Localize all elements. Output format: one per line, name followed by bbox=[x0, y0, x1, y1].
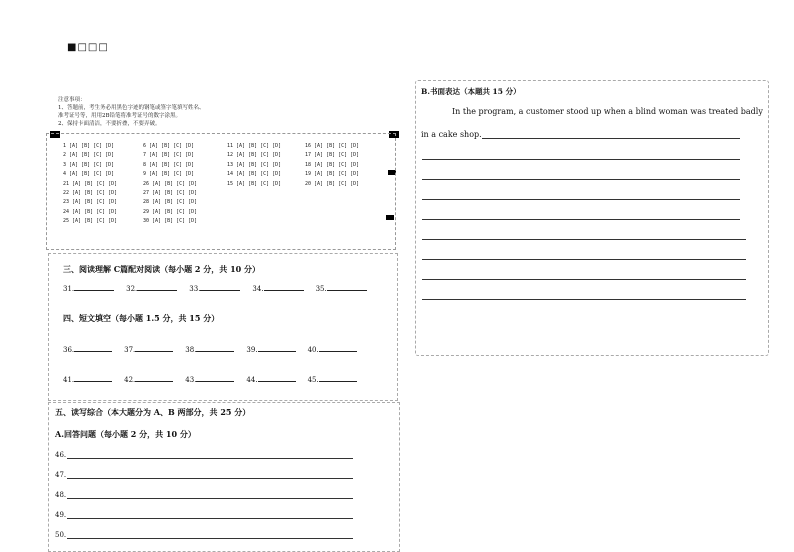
blank-answer-line[interactable] bbox=[137, 284, 177, 291]
blank-number: 43. bbox=[185, 376, 197, 384]
blank-item bbox=[63, 375, 112, 384]
writing-line[interactable] bbox=[482, 138, 740, 139]
mc-row[interactable]: 7 [A] [B] [C] [D] bbox=[143, 152, 195, 159]
blank-answer-line[interactable] bbox=[74, 345, 112, 352]
section-5-title: 五、读写综合（本大题分为 A、B 两部分，共 25 分） bbox=[55, 407, 251, 417]
writing-line[interactable] bbox=[422, 239, 746, 240]
blank-answer-line[interactable] bbox=[258, 345, 296, 352]
mc-row[interactable]: 27 [A] [B] [C] [D] bbox=[143, 190, 198, 197]
mc-row[interactable]: 1 [A] [B] [C] [D] bbox=[63, 143, 115, 149]
mc-row[interactable]: 3 [A] [B] [C] [D] bbox=[63, 161, 115, 168]
mc-row[interactable]: 21 [A] [B] [C] [D] bbox=[63, 180, 118, 187]
section-3-blanks bbox=[63, 284, 379, 293]
mc-row[interactable]: 9 [A] [B] [C] [D] bbox=[143, 171, 195, 178]
blank-number: 39. bbox=[246, 346, 258, 354]
answer-line[interactable] bbox=[67, 498, 353, 499]
question-number: 48. bbox=[55, 491, 67, 499]
mc-column-3 bbox=[227, 142, 281, 189]
mc-row[interactable]: 15 [A] [B] [C] [D] bbox=[227, 180, 282, 187]
mc-row[interactable]: 30 [A] [B] [C] [D] bbox=[143, 218, 198, 225]
mc-row[interactable]: 29 [A] [B] [C] [D] bbox=[143, 208, 198, 215]
mc-row[interactable]: 17 [A] [B] [C] [D] bbox=[305, 152, 360, 159]
blank-answer-line[interactable] bbox=[264, 284, 304, 291]
writing-line[interactable] bbox=[422, 179, 740, 180]
blank-item bbox=[63, 284, 114, 293]
question-number: 49. bbox=[55, 511, 67, 519]
writing-title: B.书面表达（本题共 15 分） bbox=[421, 87, 521, 96]
blank-number: 42. bbox=[124, 376, 136, 384]
blank-answer-line[interactable] bbox=[258, 375, 296, 382]
blank-number: 38. bbox=[185, 346, 197, 354]
blank-item bbox=[126, 284, 177, 293]
mc-row[interactable]: 19 [A] [B] [C] [D] bbox=[305, 171, 360, 178]
blank-answer-line[interactable] bbox=[196, 375, 234, 382]
notice-title: 注意事项： bbox=[58, 97, 86, 103]
blank-number: 45. bbox=[307, 376, 319, 384]
blank-item bbox=[63, 345, 112, 354]
answer-line[interactable] bbox=[67, 518, 353, 519]
section-4-title: 四、短文填空（每小题 1.5 分，共 15 分） bbox=[63, 313, 220, 323]
blank-answer-line[interactable] bbox=[135, 345, 173, 352]
section-3-title: 三、阅读理解 C篇配对阅读（每小题 2 分，共 10 分） bbox=[63, 264, 260, 274]
blank-number: 41. bbox=[63, 376, 75, 384]
multiple-choice-grid bbox=[46, 133, 396, 250]
mc-row[interactable]: 24 [A] [B] [C] [D] bbox=[63, 208, 118, 215]
blank-number: 35. bbox=[315, 285, 327, 293]
question-number: 50. bbox=[55, 531, 67, 539]
blank-answer-line[interactable] bbox=[200, 284, 240, 291]
blank-item bbox=[308, 345, 357, 354]
blank-item bbox=[124, 375, 173, 384]
blank-item bbox=[189, 284, 240, 293]
mc-row[interactable]: 13 [A] [B] [C] [D] bbox=[227, 161, 282, 168]
mc-row[interactable]: 18 [A] [B] [C] [D] bbox=[305, 161, 360, 168]
writing-section-box bbox=[415, 80, 769, 356]
mc-row[interactable]: 23 [A] [B] [C] [D] bbox=[63, 199, 118, 206]
answer-line[interactable] bbox=[67, 538, 353, 539]
answer-line[interactable] bbox=[67, 458, 353, 459]
section-5-part-a-title: A.回答问题（每小题 2 分，共 10 分） bbox=[55, 429, 196, 439]
notice-line-1: 1、答题前，考生务必用黑色字迹的钢笔或签字笔填写姓名、 bbox=[58, 105, 205, 111]
blank-number: 34. bbox=[252, 285, 264, 293]
mc-row[interactable]: 20 [A] [B] [C] [D] bbox=[305, 180, 360, 187]
blank-answer-line[interactable] bbox=[319, 375, 357, 382]
question-number: 47. bbox=[55, 471, 67, 479]
writing-line[interactable] bbox=[422, 279, 746, 280]
writing-prompt-line-2: in a cake shop. bbox=[421, 130, 482, 139]
blank-item bbox=[246, 345, 295, 354]
writing-line[interactable] bbox=[422, 219, 740, 220]
section-4-blanks-row-2 bbox=[63, 375, 369, 384]
writing-line[interactable] bbox=[422, 159, 740, 160]
mc-column-1 bbox=[63, 142, 117, 227]
mc-row[interactable]: 4 [A] [B] [C] [D] bbox=[63, 171, 115, 178]
blank-number: 32. bbox=[126, 285, 138, 293]
blank-answer-line[interactable] bbox=[319, 345, 357, 352]
blank-answer-line[interactable] bbox=[74, 375, 112, 382]
writing-line[interactable] bbox=[422, 299, 746, 300]
header-marks: ■□□□ bbox=[67, 42, 109, 53]
notice bbox=[58, 96, 258, 128]
answer-line[interactable] bbox=[67, 478, 353, 479]
mc-column-2 bbox=[143, 142, 197, 227]
mc-row[interactable]: 22 [A] [B] [C] [D] bbox=[63, 190, 118, 197]
blank-number: 33. bbox=[189, 285, 201, 293]
mc-row[interactable]: 2 [A] [B] [C] [D] bbox=[63, 152, 115, 159]
writing-prompt-line-1: In the program, a customer stood up when a blind woman was treated badly bbox=[452, 107, 763, 116]
notice-line-2: 准考证号等，用用2B铅笔将准考证号的数字涂黑。 bbox=[58, 113, 182, 119]
blank-number: 36. bbox=[63, 346, 75, 354]
mc-row[interactable]: 16 [A] [B] [C] [D] bbox=[305, 143, 360, 149]
blank-number: 37. bbox=[124, 346, 136, 354]
blank-answer-line[interactable] bbox=[196, 345, 234, 352]
mc-row[interactable]: 12 [A] [B] [C] [D] bbox=[227, 152, 282, 159]
blank-item bbox=[124, 345, 173, 354]
blank-item bbox=[185, 345, 234, 354]
mc-row[interactable]: 6 [A] [B] [C] [D] bbox=[143, 143, 195, 149]
mc-row[interactable]: 8 [A] [B] [C] [D] bbox=[143, 161, 195, 168]
mc-row[interactable]: 14 [A] [B] [C] [D] bbox=[227, 171, 282, 178]
section-4-blanks-row-1 bbox=[63, 345, 369, 354]
blank-answer-line[interactable] bbox=[327, 284, 367, 291]
section-5-box bbox=[48, 402, 400, 552]
mc-row[interactable]: 28 [A] [B] [C] [D] bbox=[143, 199, 198, 206]
blank-item bbox=[185, 375, 234, 384]
writing-line[interactable] bbox=[422, 199, 740, 200]
mc-column-4 bbox=[305, 142, 359, 189]
blank-item bbox=[308, 375, 357, 384]
mc-row[interactable]: 11 [A] [B] [C] [D] bbox=[227, 143, 282, 149]
blank-answer-line[interactable] bbox=[74, 284, 114, 291]
blank-item bbox=[316, 284, 367, 293]
blank-item bbox=[252, 284, 303, 293]
mc-row[interactable]: 25 [A] [B] [C] [D] bbox=[63, 218, 118, 225]
mc-row[interactable]: 26 [A] [B] [C] [D] bbox=[143, 180, 198, 187]
writing-line[interactable] bbox=[422, 259, 746, 260]
blank-item bbox=[246, 375, 295, 384]
blank-number: 44. bbox=[246, 376, 258, 384]
blank-number: 40. bbox=[307, 346, 319, 354]
question-number: 46. bbox=[55, 451, 67, 459]
notice-line-3: 2、保持卡面清洁，不要折叠，不要弄破。 bbox=[58, 121, 161, 127]
blank-number: 31. bbox=[63, 285, 75, 293]
blank-answer-line[interactable] bbox=[135, 375, 173, 382]
